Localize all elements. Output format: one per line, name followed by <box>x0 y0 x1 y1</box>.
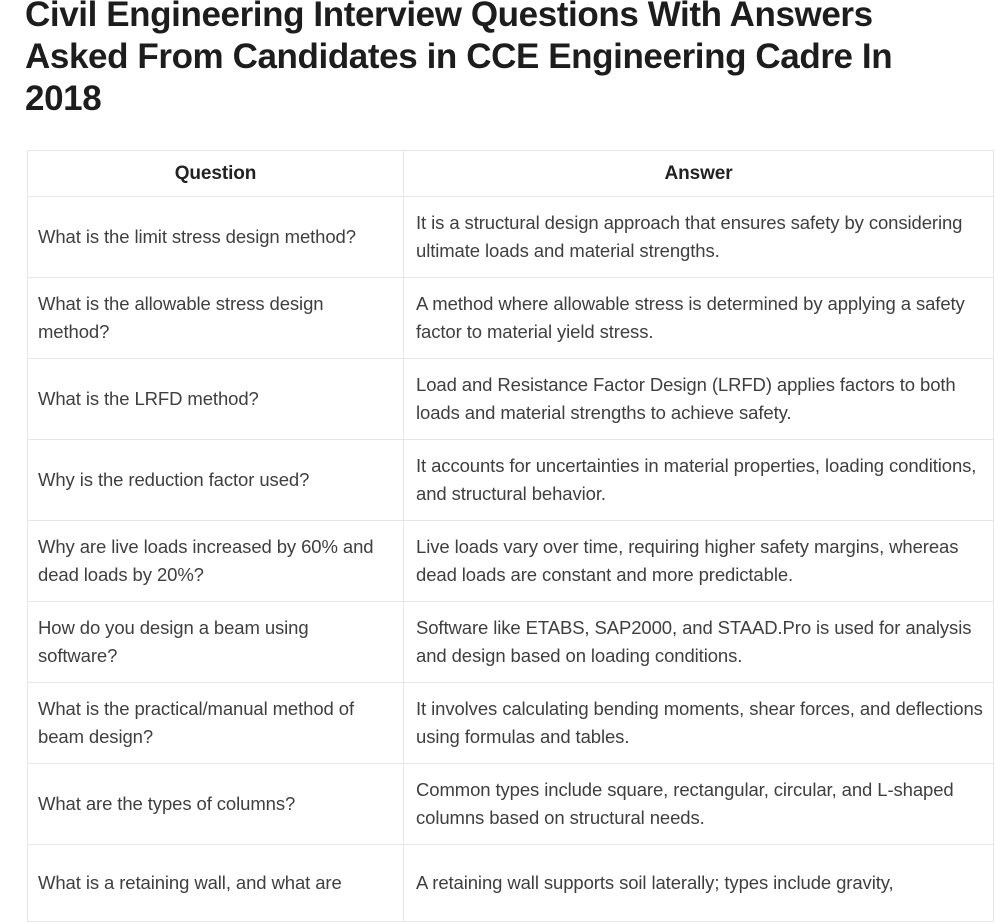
table-row <box>28 278 994 359</box>
column-header-answer: Answer <box>404 151 994 197</box>
cell-question: What is the practical/manual method of beam design? <box>28 683 404 764</box>
cell-question: What is the allowable stress design method? <box>28 278 404 359</box>
table-row <box>28 197 994 278</box>
table-row <box>28 845 994 922</box>
cell-answer: Common types include square, rectangular, circular, and L-shaped columns based on structural needs. <box>404 764 994 845</box>
table-row <box>28 440 994 521</box>
cell-answer: It involves calculating bending moments, shear forces, and deflections using formulas and tables. <box>404 683 994 764</box>
table-row <box>28 359 994 440</box>
cell-answer: A retaining wall supports soil laterally; types include gravity, <box>404 845 994 922</box>
questions-answers-table <box>27 150 994 922</box>
cell-question: How do you design a beam using software? <box>28 602 404 683</box>
column-header-question: Question <box>28 151 404 197</box>
table-header <box>28 151 994 197</box>
cell-answer: Load and Resistance Factor Design (LRFD) applies factors to both loads and material strengths to achieve safety. <box>404 359 994 440</box>
cell-answer: A method where allowable stress is determined by applying a safety factor to material yield stress. <box>404 278 994 359</box>
cell-question: What is the limit stress design method? <box>28 197 404 278</box>
table-header-row <box>28 151 994 197</box>
cell-question: Why is the reduction factor used? <box>28 440 404 521</box>
cell-answer: It accounts for uncertainties in material properties, loading conditions, and structural behavior. <box>404 440 994 521</box>
table-row <box>28 521 994 602</box>
page-title: Civil Engineering Interview Questions With Answers Asked From Candidates in CCE Engineering Cadre In 2018 <box>25 0 893 118</box>
table-body <box>28 197 994 922</box>
cell-question: What is a retaining wall, and what are <box>28 845 404 922</box>
cell-question: What are the types of columns? <box>28 764 404 845</box>
cell-answer: Software like ETABS, SAP2000, and STAAD.Pro is used for analysis and design based on loading conditions. <box>404 602 994 683</box>
cell-question: Why are live loads increased by 60% and dead loads by 20%? <box>28 521 404 602</box>
cell-answer: Live loads vary over time, requiring higher safety margins, whereas dead loads are constant and more predictable. <box>404 521 994 602</box>
cell-question: What is the LRFD method? <box>28 359 404 440</box>
qa-table-container <box>27 150 993 922</box>
table-row <box>28 602 994 683</box>
table-row <box>28 764 994 845</box>
cell-answer: It is a structural design approach that ensures safety by considering ultimate loads and material strengths. <box>404 197 994 278</box>
table-row <box>28 683 994 764</box>
